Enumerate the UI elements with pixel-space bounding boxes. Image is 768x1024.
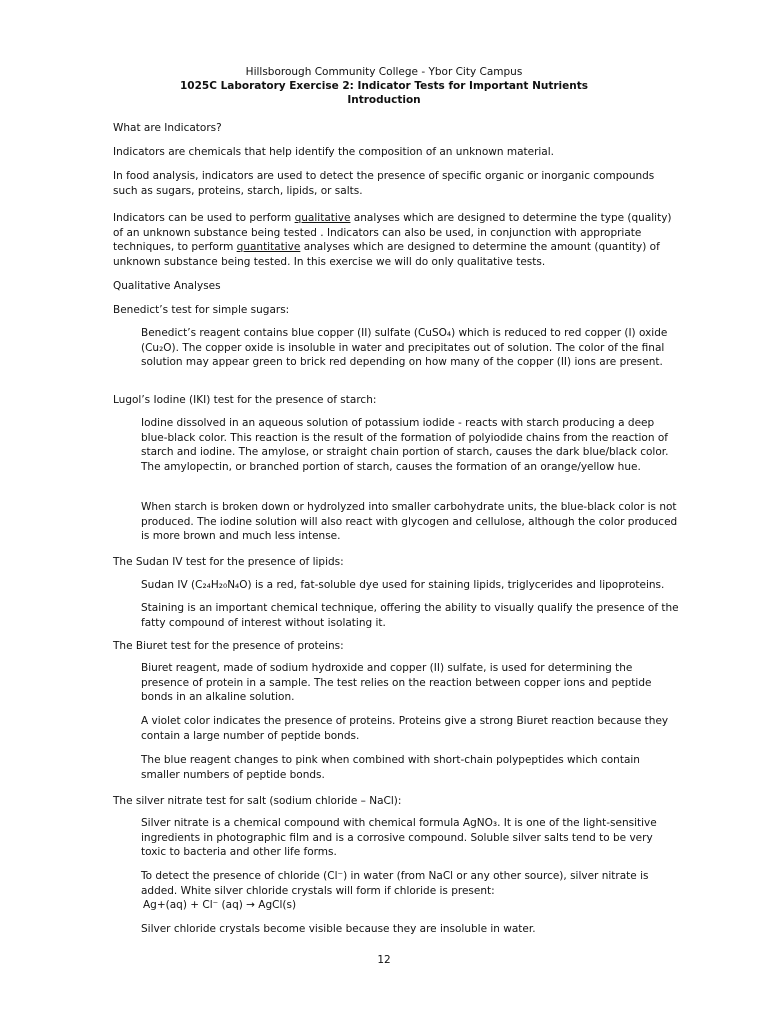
page-number: 12 bbox=[377, 954, 391, 966]
quantitative-term: quantitative bbox=[236, 241, 301, 254]
sudan-paragraph-1: Sudan IV (C₂₄H₂₀N₄O) is a red, fat-soluble dye used for staining lipids, triglycerides and lipoproteins. bbox=[141, 579, 665, 591]
exercise-title: 1025C Laboratory Exercise 2: Indicator Tests for Important Nutrients bbox=[179, 80, 588, 92]
sudan-paragraph-2: Staining is an important chemical technique, offering the ability to visually qualify the presence of the fatty compound of interest without isolating it. bbox=[141, 602, 679, 629]
lugol-paragraph-2: When starch is broken down or hydrolyzed into smaller carbohydrate units, the blue-black color is not produced. The iodine solution will also react with glycogen and cellulose, although the color produced is more brown and much less intense. bbox=[141, 501, 678, 543]
qualitative-term: qualitative bbox=[294, 212, 351, 224]
what-heading: What are Indicators? bbox=[113, 122, 222, 134]
food-analysis-paragraph: In food analysis, indicators are used to detect the presence of specific organic or inorganic compounds such as sugars, proteins, starch, lipids, or salts. bbox=[113, 170, 655, 197]
silver-chloride-equation: Ag+(aq) + Cl⁻ (aq) → AgCl(s) bbox=[143, 899, 297, 911]
section-title: Introduction bbox=[347, 94, 421, 106]
qualitative-quantitative-paragraph: Indicators can be used to perform qualitative analyses which are designed to determine the type (quality) of an unknown substance being tested . Indicators can also be used, in conjunction with appropriate techniques, to perform quantitative analyses which are designed to determine the amount (quantity) of unknown substance being tested. In this exercise we will do only qualitative tests. bbox=[113, 212, 672, 268]
silver-nitrate-heading: The silver nitrate test for salt (sodium chloride – NaCl): bbox=[113, 795, 402, 807]
lugol-paragraph-1: Iodine dissolved in an aqueous solution of potassium iodide - reacts with starch producing a deep blue-black color. This reaction is the result of the formation of polyiodide chains from the reaction of starch and iodine. The amylose, or straight chain portion of starch, causes the dark blue/black color. The amylopectin, or branched portion of starch, causes the formation of an orange/yellow hue. bbox=[141, 417, 669, 473]
silver-nitrate-paragraph-3: Silver chloride crystals become visible because they are insoluble in water. bbox=[141, 923, 536, 935]
benedict-heading: Benedict’s test for simple sugars: bbox=[113, 304, 290, 316]
lugol-heading: Lugol’s Iodine (IKI) test for the presence of starch: bbox=[113, 394, 377, 406]
biuret-paragraph-3: The blue reagent changes to pink when combined with short-chain polypeptides which contain smaller numbers of peptide bonds. bbox=[141, 754, 640, 781]
benedict-paragraph: Benedict’s reagent contains blue copper (II) sulfate (CuSO₄) which is reduced to red copper (I) oxide (Cu₂O). The copper oxide is insoluble in water and precipitates out of solution. The color of the final solution may appear green to brick red depending on how many of the copper (II) ions are present. bbox=[141, 327, 668, 369]
institution-title: Hillsborough Community College - Ybor City Campus bbox=[245, 66, 523, 78]
biuret-paragraph-2: A violet color indicates the presence of proteins. Proteins give a strong Biuret reaction because they contain a large number of peptide bonds. bbox=[141, 715, 669, 742]
silver-nitrate-paragraph-1: Silver nitrate is a chemical compound with chemical formula AgNO₃. It is one of the light-sensitive ingredients in photographic film and is a corrosive compound. Soluble silver salts tend to be very toxic to bacteria and other life forms. bbox=[141, 817, 657, 859]
qualitative-analyses-heading: Qualitative Analyses bbox=[113, 280, 221, 292]
biuret-paragraph-1: Biuret reagent, made of sodium hydroxide and copper (II) sulfate, is used for determining the presence of protein in a sample. The test relies on the reaction between copper ions and peptide bonds in an alkaline solution. bbox=[141, 662, 652, 704]
silver-nitrate-paragraph-2: To detect the presence of chloride (Cl⁻) in water (from NaCl or any other source), silver nitrate is added. White silver chloride crystals will form if chloride is present: bbox=[141, 870, 649, 897]
biuret-heading: The Biuret test for the presence of proteins: bbox=[113, 640, 344, 652]
sudan-heading: The Sudan IV test for the presence of lipids: bbox=[113, 556, 344, 568]
definition-paragraph: Indicators are chemicals that help identify the composition of an unknown material. bbox=[113, 146, 554, 158]
